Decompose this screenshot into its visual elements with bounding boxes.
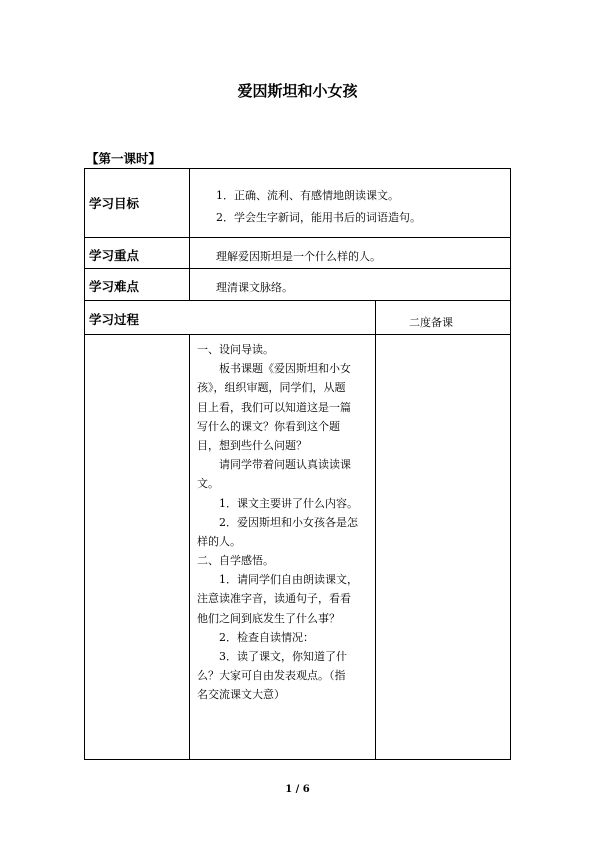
- key-points-text: 理解爱因斯坦是一个什么样的人。: [216, 250, 381, 263]
- table-rule: [189, 168, 190, 301]
- process-line: 孩》，组织审题，同学们，从题: [197, 381, 346, 395]
- process-line: 2．爱因斯坦和小女孩各是怎: [219, 515, 358, 529]
- lesson-plan-table: [84, 168, 511, 760]
- process-line: 名交流课文大意）: [197, 688, 285, 702]
- process-body: [197, 340, 377, 705]
- process-line: 二、自学感悟。: [197, 554, 274, 568]
- process-line: 1．请同学们自由朗读课文，: [219, 573, 358, 587]
- process-line: 样的人。: [197, 534, 241, 548]
- process-line: 2．检查自读情况：: [219, 630, 314, 644]
- key-points-label: 学习重点: [89, 248, 140, 263]
- table-rule: [84, 334, 511, 335]
- process-line: 请同学带着问题认真读读课: [219, 458, 351, 472]
- page-title: 爱因斯坦和小女孩: [237, 82, 358, 100]
- process-line: 目，想到些什么问题？: [197, 438, 307, 452]
- table-rule: [84, 168, 85, 760]
- difficulty-label: 学习难点: [89, 279, 140, 294]
- process-line: 么？大家可自由发表观点。（指: [197, 669, 346, 683]
- table-rule: [84, 237, 511, 238]
- table-rule: [84, 168, 511, 169]
- process-line: 3．读了课文，你知道了什: [219, 650, 347, 663]
- difficulty-text: 理清课文脉络。: [216, 281, 293, 294]
- table-rule: [84, 759, 511, 760]
- process-line: 注意读准字音，读通句子，看看: [197, 592, 351, 606]
- process-line: 他们之间到底发生了什么事？: [197, 611, 340, 625]
- table-rule: [510, 168, 511, 760]
- goal-item: 1．正确、流利、有感情地朗读课文。: [216, 189, 399, 202]
- page-number: 1 / 6: [285, 784, 310, 795]
- process-line: 目上看，我们可以知道这是一篇: [197, 400, 351, 414]
- process-line: 一、设问导读。: [197, 343, 274, 356]
- table-rule: [189, 334, 190, 760]
- second-prep-header: 二度备课: [409, 316, 453, 329]
- process-line: 文。: [197, 477, 219, 491]
- table-rule: [84, 300, 511, 301]
- goal-item: 2．学会生字新词，能用书后的词语造句。: [216, 211, 421, 224]
- process-line: 1．课文主要讲了什么内容。: [219, 496, 358, 510]
- process-label: 学习过程: [89, 312, 140, 327]
- lesson-heading: 【第一课时】: [86, 151, 162, 166]
- table-rule: [84, 268, 511, 269]
- process-line: 板书课题《爱因斯坦和小女: [219, 362, 351, 376]
- process-line: 写什么的课文？你看到这个题: [197, 419, 340, 433]
- goals-label: 学习目标: [89, 196, 140, 211]
